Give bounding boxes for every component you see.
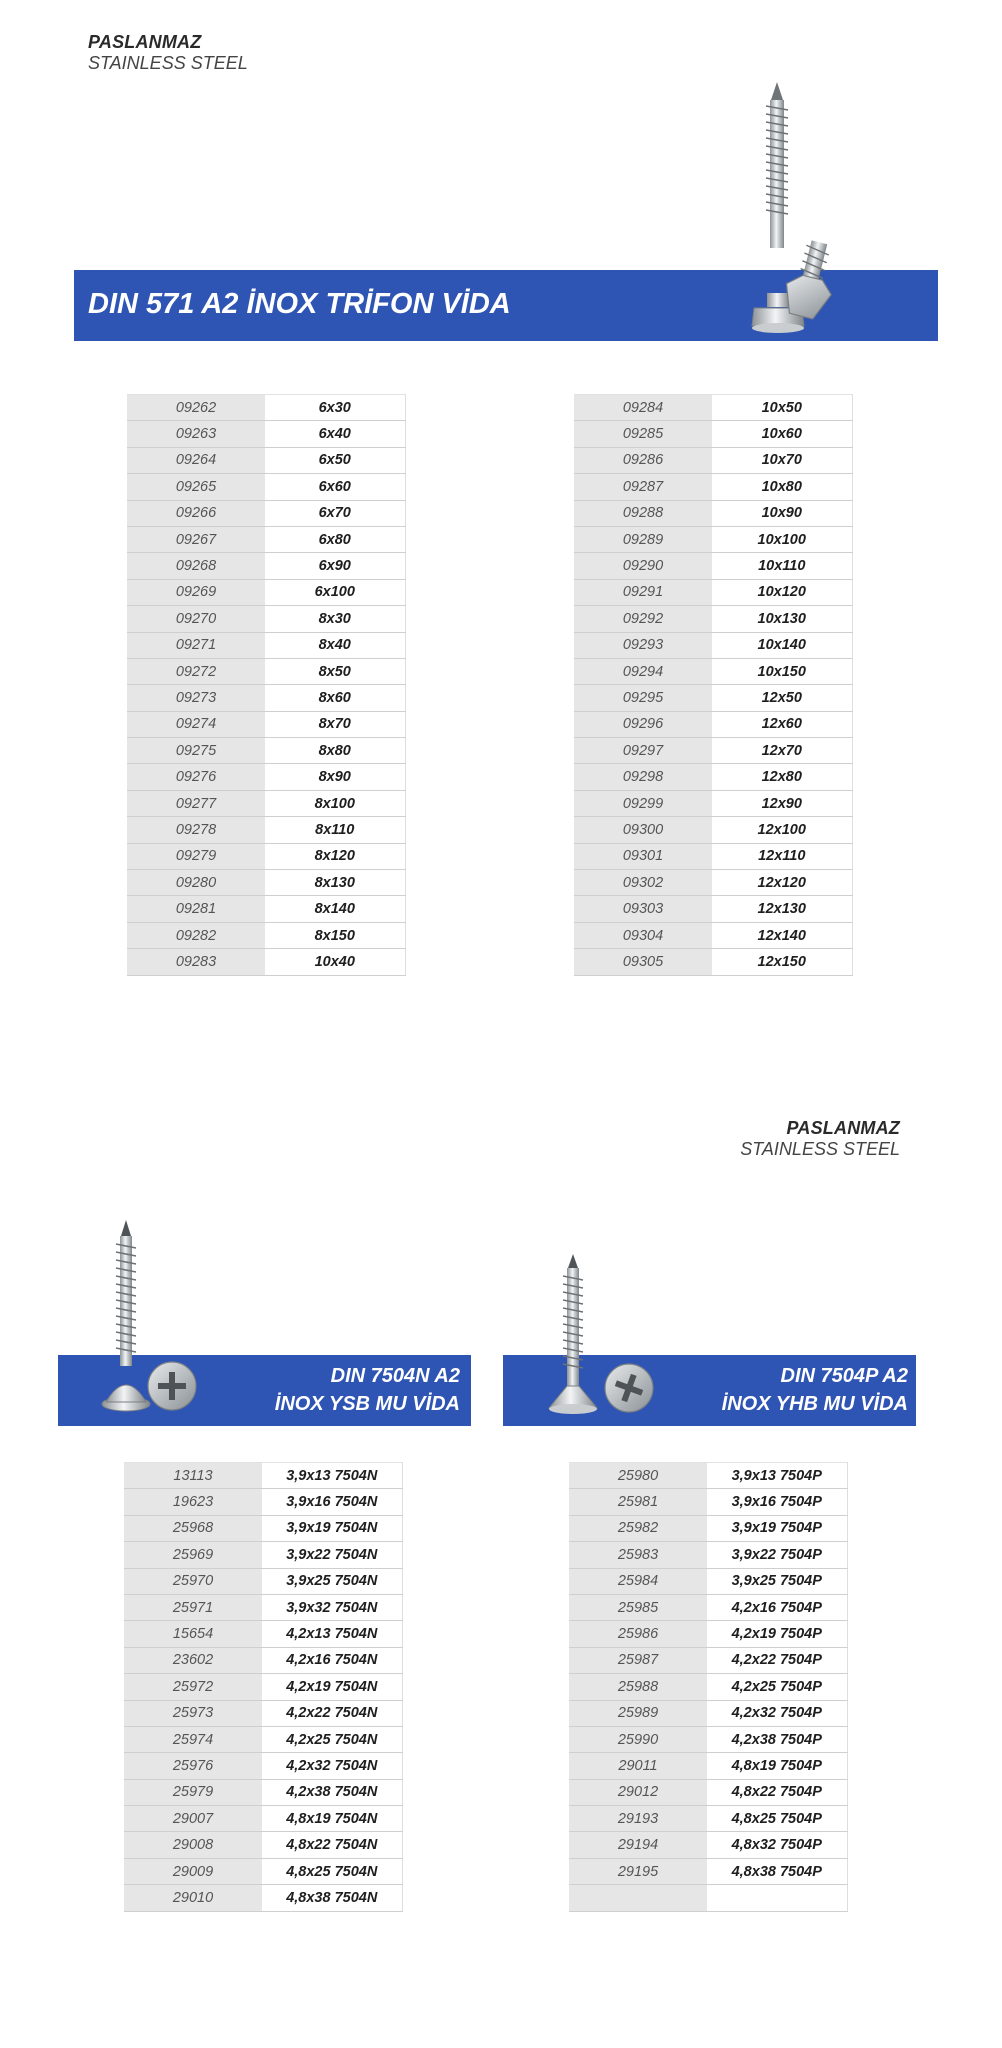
table-row	[574, 843, 852, 869]
product-size: 8x90	[265, 764, 405, 790]
table-row	[124, 1806, 402, 1832]
table-row	[124, 1753, 402, 1779]
product-size: 6x70	[265, 500, 405, 526]
table-row	[124, 1621, 402, 1647]
section1-table-right	[574, 394, 853, 976]
table-row	[574, 447, 852, 473]
product-size: 12x140	[712, 922, 852, 948]
product-code: 09291	[574, 579, 712, 605]
product-size: 8x150	[265, 922, 405, 948]
product-code: 09303	[574, 896, 712, 922]
product-size: 4,2x38 7504N	[262, 1779, 402, 1805]
table-row	[569, 1647, 847, 1673]
product-code: 25985	[569, 1594, 707, 1620]
product-code: 09270	[127, 606, 265, 632]
table-row	[569, 1885, 847, 1911]
product-code: 09266	[127, 500, 265, 526]
product-size: 8x50	[265, 658, 405, 684]
table-row	[574, 395, 852, 421]
table-row	[127, 447, 405, 473]
product-code: 09289	[574, 526, 712, 552]
product-size: 10x100	[712, 526, 852, 552]
product-size: 3,9x19 7504N	[262, 1515, 402, 1541]
category-en: STAINLESS STEEL	[88, 52, 248, 73]
product-code: 09300	[574, 817, 712, 843]
product-code: 09267	[127, 526, 265, 552]
product-code: 25990	[569, 1726, 707, 1752]
table-row	[569, 1753, 847, 1779]
product-code: 09269	[127, 579, 265, 605]
product-size: 4,8x22 7504N	[262, 1832, 402, 1858]
product-size: 10x60	[712, 421, 852, 447]
table-row	[569, 1568, 847, 1594]
product-size: 6x60	[265, 474, 405, 500]
table-row	[124, 1779, 402, 1805]
section3-title-line1: DIN 7504P A2	[780, 1365, 908, 1387]
product-code: 09268	[127, 553, 265, 579]
table-row	[124, 1568, 402, 1594]
table-row	[124, 1463, 402, 1489]
product-code: 09296	[574, 711, 712, 737]
section2-table	[124, 1462, 403, 1912]
table-row	[574, 579, 852, 605]
product-size: 6x40	[265, 421, 405, 447]
table-row	[127, 764, 405, 790]
table-row	[569, 1621, 847, 1647]
product-size: 4,8x32 7504P	[707, 1832, 847, 1858]
product-size: 3,9x13 7504N	[262, 1463, 402, 1489]
product-size: 12x50	[712, 685, 852, 711]
table-row	[124, 1594, 402, 1620]
table-row	[127, 817, 405, 843]
product-size: 12x120	[712, 870, 852, 896]
table-row	[569, 1489, 847, 1515]
product-code: 29008	[124, 1832, 262, 1858]
product-size: 8x80	[265, 738, 405, 764]
product-size: 10x140	[712, 632, 852, 658]
product-size: 3,9x16 7504N	[262, 1489, 402, 1515]
product-code: 25976	[124, 1753, 262, 1779]
product-size: 4,8x38 7504N	[262, 1885, 402, 1911]
table-row	[569, 1726, 847, 1752]
table-row	[127, 632, 405, 658]
table-row	[574, 474, 852, 500]
product-size: 4,2x32 7504N	[262, 1753, 402, 1779]
product-code: 29011	[569, 1753, 707, 1779]
product-size: 8x120	[265, 843, 405, 869]
product-code: 09278	[127, 817, 265, 843]
product-code: 25970	[124, 1568, 262, 1594]
product-code: 09294	[574, 658, 712, 684]
product-size: 4,2x19 7504P	[707, 1621, 847, 1647]
product-code: 25973	[124, 1700, 262, 1726]
product-size: 12x110	[712, 843, 852, 869]
product-size: 4,2x16 7504P	[707, 1594, 847, 1620]
table-row	[124, 1726, 402, 1752]
section2-title-line1: DIN 7504N A2	[330, 1365, 460, 1387]
product-code: 09284	[574, 395, 712, 421]
product-size: 8x40	[265, 632, 405, 658]
product-size: 4,8x22 7504P	[707, 1779, 847, 1805]
section1-table-left	[127, 394, 406, 976]
product-code: 09299	[574, 790, 712, 816]
table-row	[569, 1700, 847, 1726]
bottom-category-label	[740, 1118, 900, 1159]
product-size: 12x60	[712, 711, 852, 737]
product-size: 10x50	[712, 395, 852, 421]
product-size: 12x130	[712, 896, 852, 922]
product-size: 4,8x25 7504N	[262, 1858, 402, 1884]
product-code: 15654	[124, 1621, 262, 1647]
product-size: 10x40	[265, 949, 405, 975]
table-row	[127, 658, 405, 684]
table-row	[124, 1674, 402, 1700]
table-row	[127, 474, 405, 500]
product-size: 12x80	[712, 764, 852, 790]
product-size: 3,9x19 7504P	[707, 1515, 847, 1541]
product-code: 29195	[569, 1858, 707, 1884]
product-code: 25988	[569, 1674, 707, 1700]
table-row	[574, 817, 852, 843]
section1-title: DIN 571 A2 İNOX TRİFON VİDA	[88, 288, 511, 320]
table-row	[569, 1832, 847, 1858]
product-size: 4,8x38 7504P	[707, 1858, 847, 1884]
product-code: 25974	[124, 1726, 262, 1752]
table-row	[574, 526, 852, 552]
product-code	[569, 1885, 707, 1911]
pan-head-drill-screw-icon	[100, 1218, 220, 1413]
table-row	[127, 790, 405, 816]
product-code: 25984	[569, 1568, 707, 1594]
product-size: 4,2x13 7504N	[262, 1621, 402, 1647]
product-size: 3,9x22 7504N	[262, 1542, 402, 1568]
table-row	[124, 1700, 402, 1726]
product-code: 25987	[569, 1647, 707, 1673]
product-code: 29193	[569, 1806, 707, 1832]
product-size: 4,2x25 7504P	[707, 1674, 847, 1700]
product-code: 09285	[574, 421, 712, 447]
product-code: 09274	[127, 711, 265, 737]
table-row	[127, 870, 405, 896]
table-row	[574, 553, 852, 579]
product-size: 4,2x22 7504N	[262, 1700, 402, 1726]
product-code: 29010	[124, 1885, 262, 1911]
table-row	[574, 685, 852, 711]
product-size	[707, 1885, 847, 1911]
product-code: 09293	[574, 632, 712, 658]
table-row	[574, 922, 852, 948]
table-row	[569, 1806, 847, 1832]
table-row	[574, 764, 852, 790]
product-code: 09281	[127, 896, 265, 922]
product-size: 8x100	[265, 790, 405, 816]
product-code: 25981	[569, 1489, 707, 1515]
table-row	[569, 1515, 847, 1541]
table-row	[124, 1647, 402, 1673]
countersunk-drill-screw-icon	[545, 1252, 665, 1417]
product-code: 09262	[127, 395, 265, 421]
product-size: 4,2x32 7504P	[707, 1700, 847, 1726]
section3-title	[690, 1362, 908, 1418]
table-row	[127, 922, 405, 948]
product-code: 09272	[127, 658, 265, 684]
product-code: 25983	[569, 1542, 707, 1568]
table-row	[574, 790, 852, 816]
product-size: 10x150	[712, 658, 852, 684]
product-size: 4,8x19 7504P	[707, 1753, 847, 1779]
table-row	[574, 606, 852, 632]
product-code: 09271	[127, 632, 265, 658]
product-code: 09288	[574, 500, 712, 526]
category-en: STAINLESS STEEL	[740, 1138, 900, 1159]
product-size: 4,2x16 7504N	[262, 1647, 402, 1673]
product-code: 09301	[574, 843, 712, 869]
product-code: 09305	[574, 949, 712, 975]
product-code: 09263	[127, 421, 265, 447]
product-size: 3,9x25 7504N	[262, 1568, 402, 1594]
table-row	[124, 1542, 402, 1568]
product-size: 12x100	[712, 817, 852, 843]
product-size: 8x130	[265, 870, 405, 896]
product-code: 25982	[569, 1515, 707, 1541]
product-code: 09277	[127, 790, 265, 816]
product-size: 6x80	[265, 526, 405, 552]
table-row	[574, 632, 852, 658]
product-code: 09286	[574, 447, 712, 473]
table-row	[569, 1674, 847, 1700]
product-code: 09273	[127, 685, 265, 711]
table-row	[574, 658, 852, 684]
table-row	[127, 579, 405, 605]
product-code: 09276	[127, 764, 265, 790]
product-size: 4,2x38 7504P	[707, 1726, 847, 1752]
product-size: 3,9x25 7504P	[707, 1568, 847, 1594]
product-code: 09292	[574, 606, 712, 632]
product-size: 8x70	[265, 711, 405, 737]
product-size: 8x140	[265, 896, 405, 922]
product-code: 09290	[574, 553, 712, 579]
product-code: 09279	[127, 843, 265, 869]
table-row	[569, 1594, 847, 1620]
product-size: 10x80	[712, 474, 852, 500]
product-code: 25980	[569, 1463, 707, 1489]
product-size: 4,2x19 7504N	[262, 1674, 402, 1700]
product-size: 3,9x16 7504P	[707, 1489, 847, 1515]
hex-lag-screw-icon	[740, 78, 880, 336]
section3-table	[569, 1462, 848, 1912]
product-code: 09295	[574, 685, 712, 711]
table-row	[124, 1858, 402, 1884]
product-size: 10x90	[712, 500, 852, 526]
table-row	[127, 685, 405, 711]
product-code: 29009	[124, 1858, 262, 1884]
table-row	[574, 870, 852, 896]
table-row	[569, 1779, 847, 1805]
product-code: 09283	[127, 949, 265, 975]
product-code: 29007	[124, 1806, 262, 1832]
table-row	[127, 711, 405, 737]
table-row	[127, 553, 405, 579]
product-size: 12x70	[712, 738, 852, 764]
table-row	[574, 949, 852, 975]
table-row	[574, 500, 852, 526]
product-code: 25979	[124, 1779, 262, 1805]
product-size: 4,2x25 7504N	[262, 1726, 402, 1752]
table-row	[574, 711, 852, 737]
table-row	[127, 421, 405, 447]
product-size: 6x100	[265, 579, 405, 605]
product-code: 25968	[124, 1515, 262, 1541]
table-row	[124, 1515, 402, 1541]
product-code: 09275	[127, 738, 265, 764]
table-row	[127, 843, 405, 869]
table-row	[574, 421, 852, 447]
top-category-label	[88, 32, 248, 73]
product-size: 8x30	[265, 606, 405, 632]
product-code: 13113	[124, 1463, 262, 1489]
table-row	[574, 738, 852, 764]
table-row	[569, 1463, 847, 1489]
table-row	[127, 526, 405, 552]
table-row	[127, 896, 405, 922]
product-code: 09280	[127, 870, 265, 896]
product-code: 19623	[124, 1489, 262, 1515]
product-size: 10x120	[712, 579, 852, 605]
product-size: 10x130	[712, 606, 852, 632]
table-row	[127, 949, 405, 975]
product-code: 09304	[574, 922, 712, 948]
category-tr: PASLANMAZ	[786, 1118, 900, 1138]
table-row	[124, 1489, 402, 1515]
product-code: 25971	[124, 1594, 262, 1620]
product-size: 3,9x13 7504P	[707, 1463, 847, 1489]
product-size: 12x150	[712, 949, 852, 975]
product-code: 29194	[569, 1832, 707, 1858]
section2-title	[240, 1362, 460, 1418]
product-size: 8x110	[265, 817, 405, 843]
section2-title-line2: İNOX YSB MU VİDA	[274, 1393, 460, 1415]
product-code: 09264	[127, 447, 265, 473]
product-code: 25989	[569, 1700, 707, 1726]
product-code: 25972	[124, 1674, 262, 1700]
table-row	[574, 896, 852, 922]
product-size: 10x70	[712, 447, 852, 473]
product-size: 3,9x32 7504N	[262, 1594, 402, 1620]
table-row	[127, 738, 405, 764]
product-size: 6x30	[265, 395, 405, 421]
table-row	[127, 606, 405, 632]
product-code: 09298	[574, 764, 712, 790]
product-size: 10x110	[712, 553, 852, 579]
product-code: 09302	[574, 870, 712, 896]
product-code: 23602	[124, 1647, 262, 1673]
product-size: 4,2x22 7504P	[707, 1647, 847, 1673]
product-size: 6x50	[265, 447, 405, 473]
section3-title-line2: İNOX YHB MU VİDA	[721, 1393, 908, 1415]
product-code: 25986	[569, 1621, 707, 1647]
category-tr: PASLANMAZ	[88, 32, 202, 52]
product-code: 09297	[574, 738, 712, 764]
product-code: 09287	[574, 474, 712, 500]
table-row	[124, 1885, 402, 1911]
product-code: 09265	[127, 474, 265, 500]
product-code: 29012	[569, 1779, 707, 1805]
product-size: 3,9x22 7504P	[707, 1542, 847, 1568]
product-code: 09282	[127, 922, 265, 948]
table-row	[569, 1542, 847, 1568]
product-size: 8x60	[265, 685, 405, 711]
product-size: 4,8x19 7504N	[262, 1806, 402, 1832]
table-row	[124, 1832, 402, 1858]
product-size: 6x90	[265, 553, 405, 579]
product-size: 4,8x25 7504P	[707, 1806, 847, 1832]
table-row	[569, 1858, 847, 1884]
table-row	[127, 500, 405, 526]
table-row	[127, 395, 405, 421]
product-code: 25969	[124, 1542, 262, 1568]
product-size: 12x90	[712, 790, 852, 816]
